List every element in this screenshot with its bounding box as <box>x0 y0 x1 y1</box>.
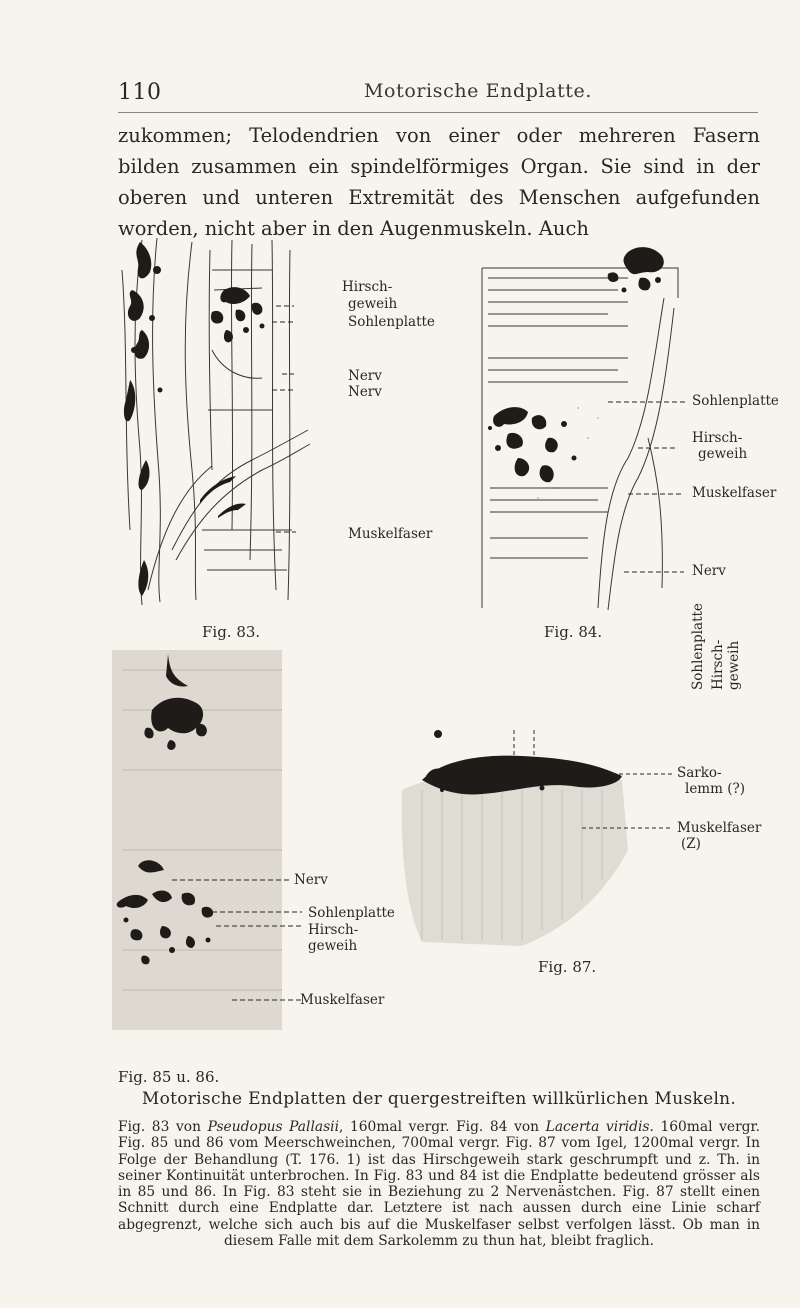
fig87-illustration <box>382 730 662 970</box>
fig87-label-hirschgeweih-2: geweih <box>726 640 742 690</box>
caption-species-2: Lacerta viridis. <box>545 1119 654 1135</box>
fig83-label-nerv-2: Nerv <box>348 384 382 400</box>
fig85-86-illustration <box>112 650 312 1050</box>
fig83-label-hirschgeweih-1: Hirsch- <box>342 279 393 295</box>
fig84-label-hirschgeweih-1: Hirsch- <box>692 430 743 446</box>
fig85-86-number: Fig. 85 u. 86. <box>118 1068 220 1086</box>
caption-text <box>118 1119 760 1249</box>
fig87-label-muskelfaser-z: (Z) <box>681 836 701 852</box>
fig83-label-sohlenplatte: Sohlenplatte <box>348 314 435 330</box>
fig84-label-muskelfaser: Muskelfaser <box>692 485 777 501</box>
fig87-label-hirschgeweih-1: Hirsch- <box>710 639 726 690</box>
fig84-number: Fig. 84. <box>544 623 603 641</box>
fig85-label-hirschgeweih-1: Hirsch- <box>308 922 359 938</box>
page-header <box>118 80 758 110</box>
fig87-number: Fig. 87. <box>538 958 597 976</box>
fig84-illustration <box>478 238 688 618</box>
body-text: zukommen; Telodendrien von einer oder mehreren Fasern bilden zusammen ein spindelförmiges Organ. Sie sind in der oberen und unteren Extremität des Menschen aufgefunden worden, nicht aber in den Augenmuskeln. Auch <box>118 124 760 240</box>
body-paragraph <box>118 120 760 244</box>
caption-title: Motorische Endplatten der quergestreiften willkürlichen Muskeln. <box>141 1089 737 1109</box>
fig85-label-hirschgeweih-2: geweih <box>308 938 358 954</box>
figure-plate <box>112 230 792 1070</box>
running-title: Motorische Endplatte. <box>364 80 593 102</box>
fig85-label-sohlenplatte: Sohlenplatte <box>308 905 395 921</box>
fig84-label-sohlenplatte: Sohlenplatte <box>692 393 779 409</box>
fig87-label-muskelfaser: Muskelfaser <box>677 820 762 836</box>
fig87-label-sohlenplatte: Sohlenplatte <box>690 603 706 690</box>
fig83-number: Fig. 83. <box>202 623 261 641</box>
caption-species-1: Pseudopus Pallasii <box>207 1119 339 1135</box>
fig83-label-hirschgeweih-2: geweih <box>348 296 398 312</box>
fig83-illustration <box>112 230 322 610</box>
fig83-label-nerv-1: Nerv <box>348 368 382 384</box>
header-rule <box>118 112 758 113</box>
fig85-label-nerv: Nerv <box>294 872 328 888</box>
fig84-label-hirschgeweih-2: geweih <box>698 446 748 462</box>
fig87-label-sarkolemm-2: lemm (?) <box>685 781 745 797</box>
page-number: 110 <box>118 80 162 105</box>
fig85-label-muskelfaser: Muskelfaser <box>300 992 385 1008</box>
caption-text-part1: Fig. 83 von <box>118 1119 208 1135</box>
fig87-label-sarkolemm-1: Sarko- <box>677 765 722 781</box>
caption-text-part3: 160mal vergr. Fig. 85 und 86 vom Meerschweinchen, 700mal vergr. Fig. 87 vom Igel, 1200mal vergr. In Folge der Behandlung (T. 176. 1) ist das Hirschgeweih stark geschrumpft und z. Th. in seiner Kontinuität unterbrochen. In Fig. 83 und 84 ist die Endplatte bedeutend grösser als in 85 und 86. In Fig. 83 steht sie in Beziehung zu 2 Nervenästchen. Fig. 87 stellt einen Schnitt durch eine Endplatte dar. Letztere ist nach aussen durch eine Linie scharf abgegrenzt, welche sich auch bis auf die Muskelfaser selbst verfolgen lässt. Ob man in diesem Falle mit dem Sarkolemm zu thun hat, bleibt fraglich. <box>118 1119 760 1250</box>
fig84-label-nerv: Nerv <box>692 563 726 579</box>
fig83-label-muskelfaser: Muskelfaser <box>348 526 433 542</box>
caption-text-part2: , 160mal vergr. Fig. 84 von <box>339 1119 546 1135</box>
